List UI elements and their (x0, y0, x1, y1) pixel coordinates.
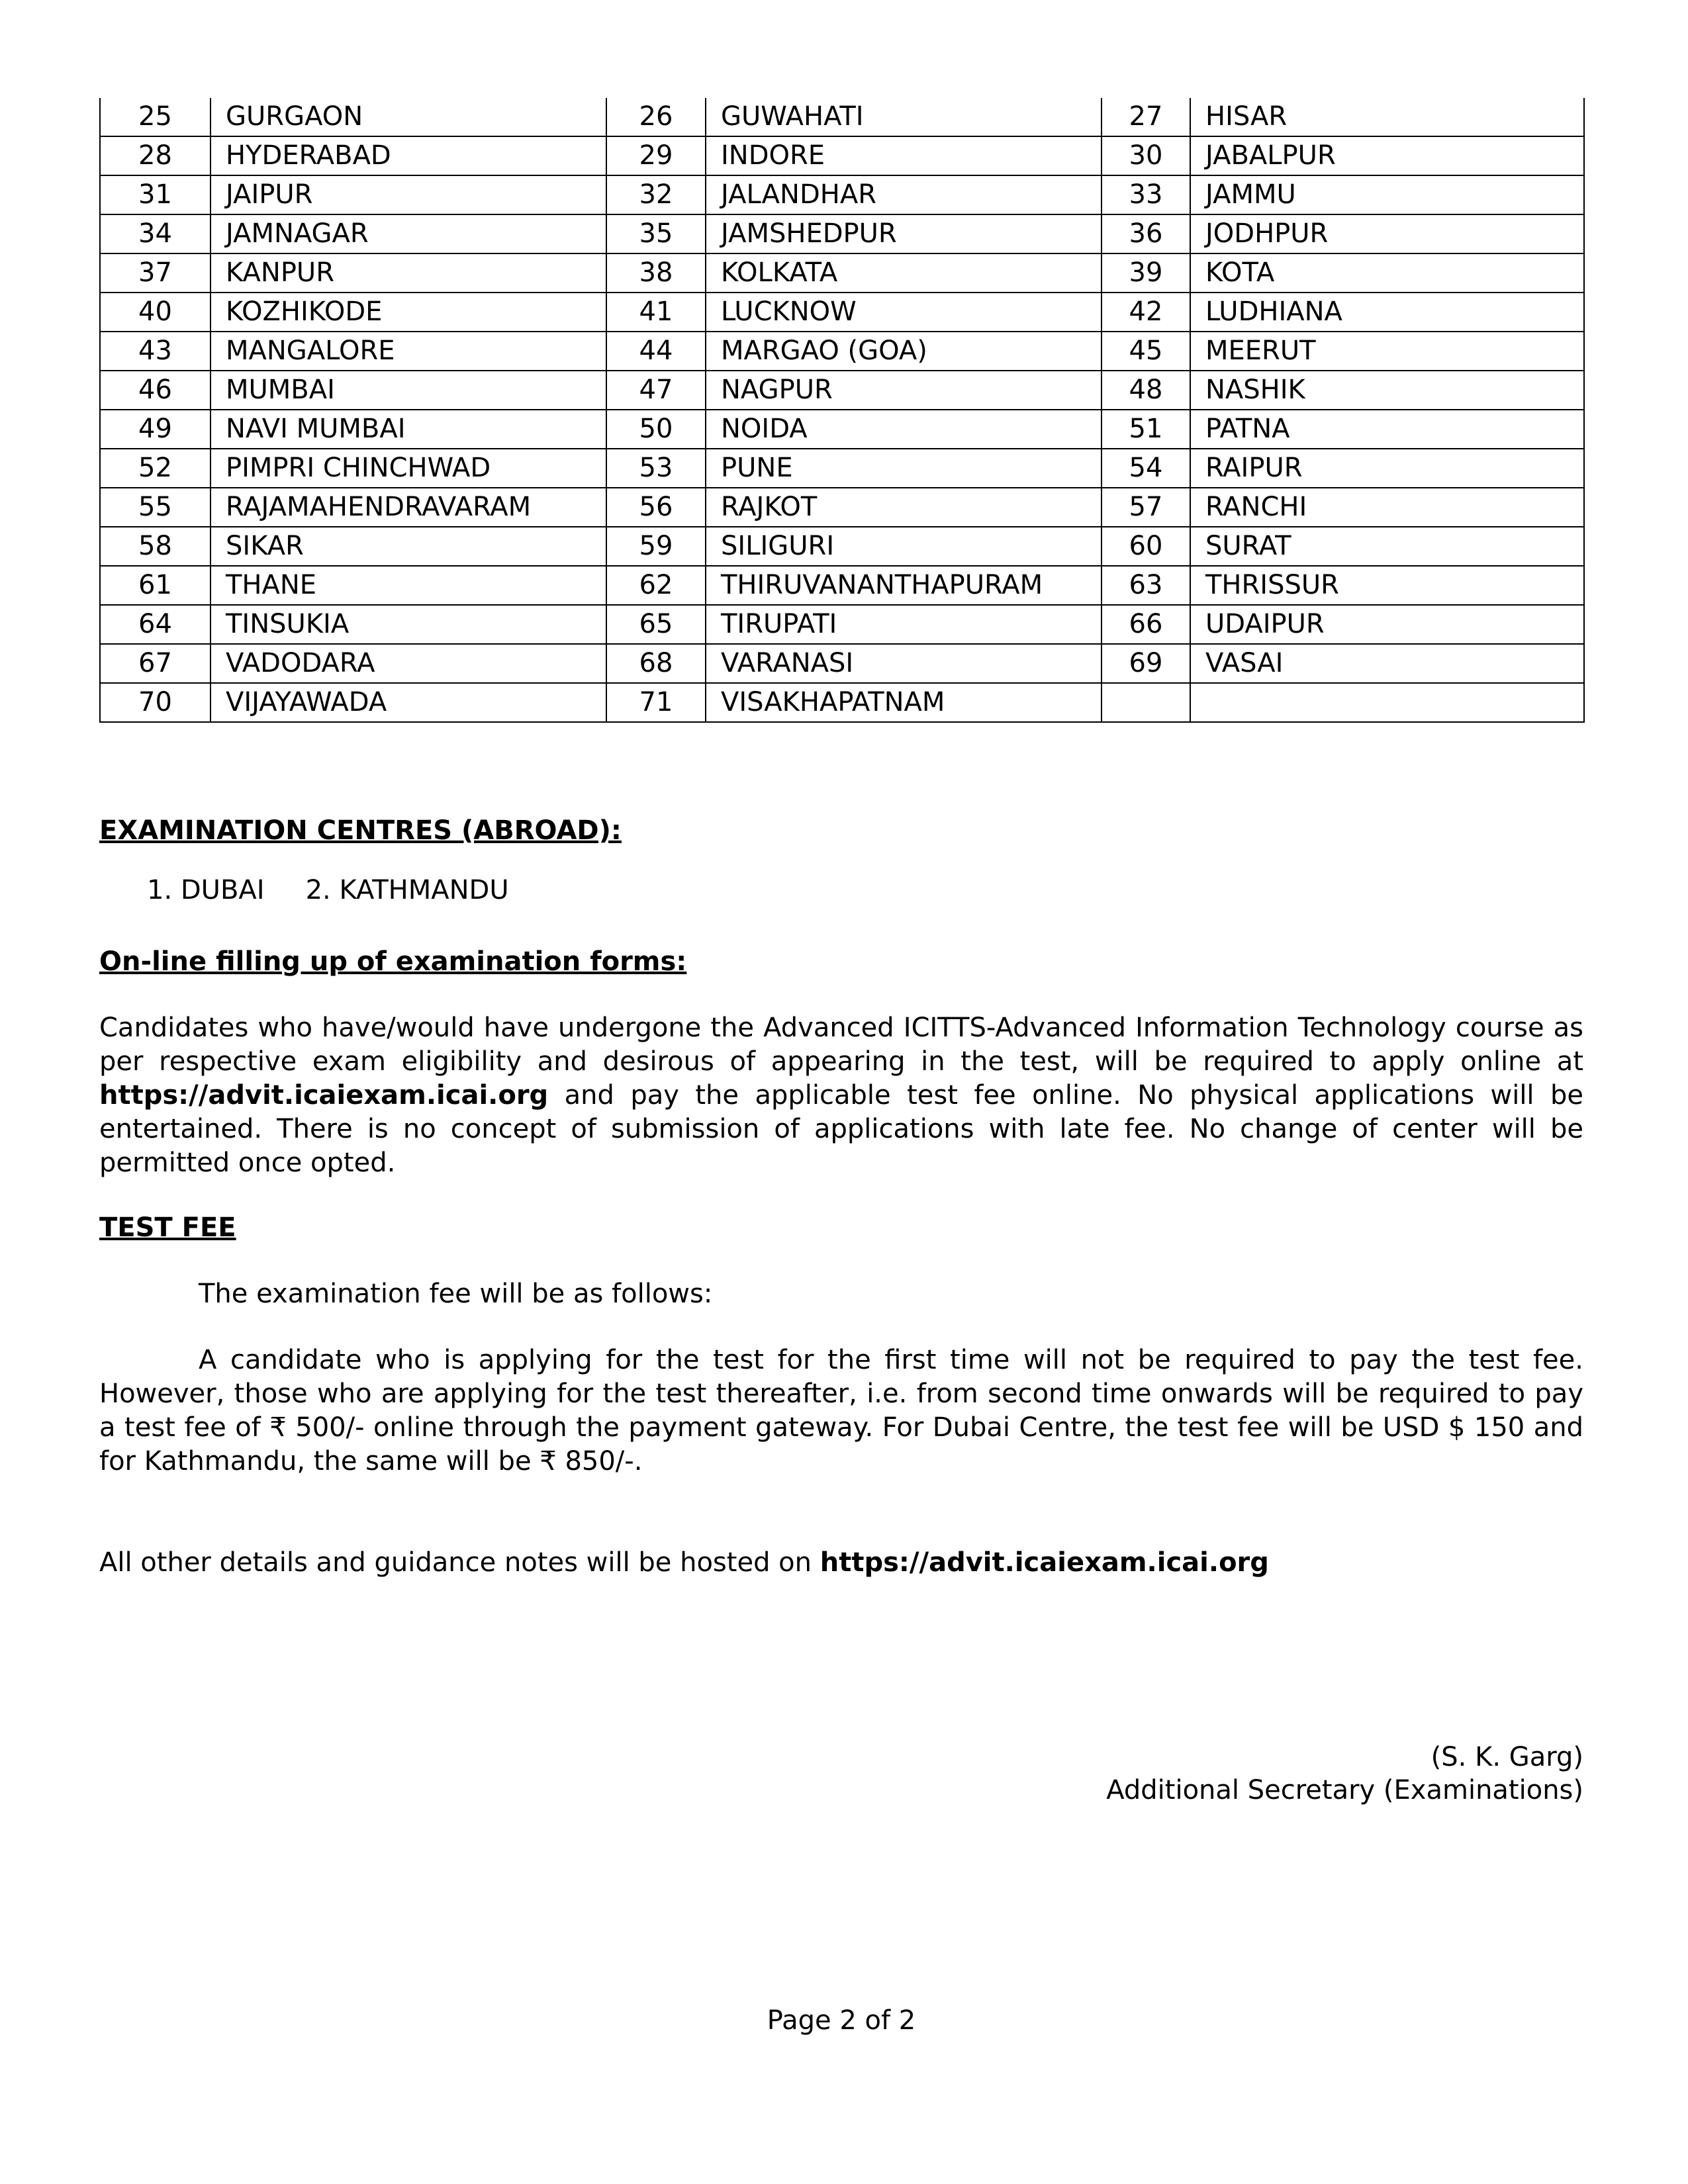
centre-number: 37 (100, 253, 211, 293)
centre-number: 49 (100, 410, 211, 449)
centre-city: HYDERABAD (211, 136, 606, 175)
table-row (100, 488, 1584, 527)
centre-number: 53 (606, 449, 706, 488)
centre-city: KOLKATA (706, 253, 1102, 293)
abroad-item-dubai: 1. DUBAI (147, 875, 265, 905)
centre-number: 58 (100, 527, 211, 566)
table-row (100, 410, 1584, 449)
centre-number: 71 (606, 683, 706, 722)
centre-number: 51 (1102, 410, 1190, 449)
centre-number: 70 (100, 683, 211, 722)
centre-number: 33 (1102, 175, 1190, 214)
centre-city: VISAKHAPATNAM (706, 683, 1102, 722)
table-row (100, 371, 1584, 410)
centre-number: 61 (100, 566, 211, 605)
guidance-paragraph (99, 1546, 1583, 1580)
centre-number: 26 (606, 98, 706, 136)
centre-city: VASAI (1190, 644, 1584, 683)
centre-city: THRISSUR (1190, 566, 1584, 605)
online-text-before-link: Candidates who have/would have undergone the Advanced ICITTS-Advanced Information Technology course as per respective exam eligibility and desirous of appearing in the test, will be required to apply online at (99, 1013, 1583, 1077)
centre-number: 44 (606, 332, 706, 371)
centre-city: TIRUPATI (706, 605, 1102, 644)
centre-city: MUMBAI (211, 371, 606, 410)
centre-number: 47 (606, 371, 706, 410)
exam-centres-table-body (100, 98, 1584, 722)
centre-number: 65 (606, 605, 706, 644)
centre-number: 57 (1102, 488, 1190, 527)
centre-number: 62 (606, 566, 706, 605)
centre-number: 52 (100, 449, 211, 488)
centre-city: PUNE (706, 449, 1102, 488)
table-row (100, 449, 1584, 488)
table-row (100, 605, 1584, 644)
centre-city: LUDHIANA (1190, 293, 1584, 332)
table-row (100, 683, 1584, 722)
centre-number: 28 (100, 136, 211, 175)
centre-city: RAJAMAHENDRAVARAM (211, 488, 606, 527)
table-row (100, 98, 1584, 136)
centre-city (1190, 683, 1584, 722)
centre-city: THANE (211, 566, 606, 605)
centre-city: JODHPUR (1190, 214, 1584, 253)
page-number: Page 2 of 2 (767, 2005, 916, 2036)
test-fee-heading: TEST FEE (99, 1212, 236, 1243)
centre-city: TINSUKIA (211, 605, 606, 644)
centre-city: MANGALORE (211, 332, 606, 371)
exam-centres-table (99, 98, 1585, 723)
centre-number: 55 (100, 488, 211, 527)
guidance-link[interactable]: https://advit.icaiexam.icai.org (820, 1547, 1269, 1578)
centre-city: RAIPUR (1190, 449, 1584, 488)
centre-number: 56 (606, 488, 706, 527)
centre-number: 34 (100, 214, 211, 253)
abroad-item-kathmandu: 2. KATHMANDU (305, 875, 509, 905)
centre-number: 32 (606, 175, 706, 214)
centre-number: 35 (606, 214, 706, 253)
centre-city: SURAT (1190, 527, 1584, 566)
centre-city: JALANDHAR (706, 175, 1102, 214)
online-forms-paragraph (99, 1011, 1583, 1180)
centre-city: VARANASI (706, 644, 1102, 683)
centre-city: MEERUT (1190, 332, 1584, 371)
table-row (100, 332, 1584, 371)
centre-city: NOIDA (706, 410, 1102, 449)
centre-number: 38 (606, 253, 706, 293)
centre-number: 59 (606, 527, 706, 566)
centre-number: 64 (100, 605, 211, 644)
centre-number: 31 (100, 175, 211, 214)
table-row (100, 566, 1584, 605)
centre-number: 39 (1102, 253, 1190, 293)
test-fee-details: A candidate who is applying for the test for the first time will not be required to pay the test fee. However, those who are applying for the test thereafter, i.e. from second time onwards will be required to pay a test fee of ₹ 500/- online through the payment gateway. For Dubai Centre, the test fee will be USD $ 150 and for Kathmandu, the same will be ₹ 850/-. (99, 1345, 1583, 1477)
centre-city: KOTA (1190, 253, 1584, 293)
centre-number: 27 (1102, 98, 1190, 136)
online-text-after-link: and pay the applicable test fee online. No physical applications will be entertained. There is no concept of submission of applications with late fee. No change of center will be permitted once opted. (99, 1080, 1583, 1178)
centre-city: JAIPUR (211, 175, 606, 214)
table-row (100, 253, 1584, 293)
centre-city: NASHIK (1190, 371, 1584, 410)
centre-city: SILIGURI (706, 527, 1102, 566)
centre-city: INDORE (706, 136, 1102, 175)
document-page (99, 0, 1583, 2184)
centre-city: PIMPRI CHINCHWAD (211, 449, 606, 488)
centre-city: GURGAON (211, 98, 606, 136)
centre-city: HISAR (1190, 98, 1584, 136)
centre-number: 42 (1102, 293, 1190, 332)
centre-number: 69 (1102, 644, 1190, 683)
centre-number: 66 (1102, 605, 1190, 644)
centre-city: THIRUVANANTHAPURAM (706, 566, 1102, 605)
centre-city: NAGPUR (706, 371, 1102, 410)
signatory-title: Additional Secretary (Examinations) (1106, 1775, 1583, 1805)
table-row (100, 527, 1584, 566)
centre-city: JAMSHEDPUR (706, 214, 1102, 253)
centre-city: NAVI MUMBAI (211, 410, 606, 449)
centre-city: VADODARA (211, 644, 606, 683)
centre-number: 50 (606, 410, 706, 449)
centre-city: JAMMU (1190, 175, 1584, 214)
centre-number (1102, 683, 1190, 722)
table-row (100, 136, 1584, 175)
centre-number: 41 (606, 293, 706, 332)
signatory-name: (S. K. Garg) (1430, 1742, 1583, 1772)
centre-number: 63 (1102, 566, 1190, 605)
guidance-text: All other details and guidance notes will be hosted on (99, 1547, 820, 1578)
centre-city: LUCKNOW (706, 293, 1102, 332)
centre-number: 45 (1102, 332, 1190, 371)
centre-number: 40 (100, 293, 211, 332)
centre-city: VIJAYAWADA (211, 683, 606, 722)
abroad-centres-list (147, 875, 509, 905)
centre-number: 29 (606, 136, 706, 175)
centre-number: 43 (100, 332, 211, 371)
centre-city: PATNA (1190, 410, 1584, 449)
centre-number: 36 (1102, 214, 1190, 253)
abroad-heading: EXAMINATION CENTRES (ABROAD): (99, 815, 622, 846)
table-row (100, 293, 1584, 332)
table-row (100, 175, 1584, 214)
centre-number: 60 (1102, 527, 1190, 566)
online-exam-link[interactable]: https://advit.icaiexam.icai.org (99, 1080, 549, 1111)
centre-city: GUWAHATI (706, 98, 1102, 136)
test-fee-intro: The examination fee will be as follows: (199, 1279, 713, 1309)
online-forms-heading: On-line filling up of examination forms: (99, 946, 687, 977)
centre-city: RANCHI (1190, 488, 1584, 527)
centre-number: 54 (1102, 449, 1190, 488)
centre-city: MARGAO (GOA) (706, 332, 1102, 371)
centre-number: 67 (100, 644, 211, 683)
centre-city: SIKAR (211, 527, 606, 566)
centre-city: RAJKOT (706, 488, 1102, 527)
table-row (100, 214, 1584, 253)
centre-number: 48 (1102, 371, 1190, 410)
centre-city: KOZHIKODE (211, 293, 606, 332)
centre-city: JABALPUR (1190, 136, 1584, 175)
centre-number: 68 (606, 644, 706, 683)
centre-city: JAMNAGAR (211, 214, 606, 253)
centre-city: UDAIPUR (1190, 605, 1584, 644)
centre-city: KANPUR (211, 253, 606, 293)
centre-number: 46 (100, 371, 211, 410)
centre-number: 30 (1102, 136, 1190, 175)
centre-number: 25 (100, 98, 211, 136)
table-row (100, 644, 1584, 683)
